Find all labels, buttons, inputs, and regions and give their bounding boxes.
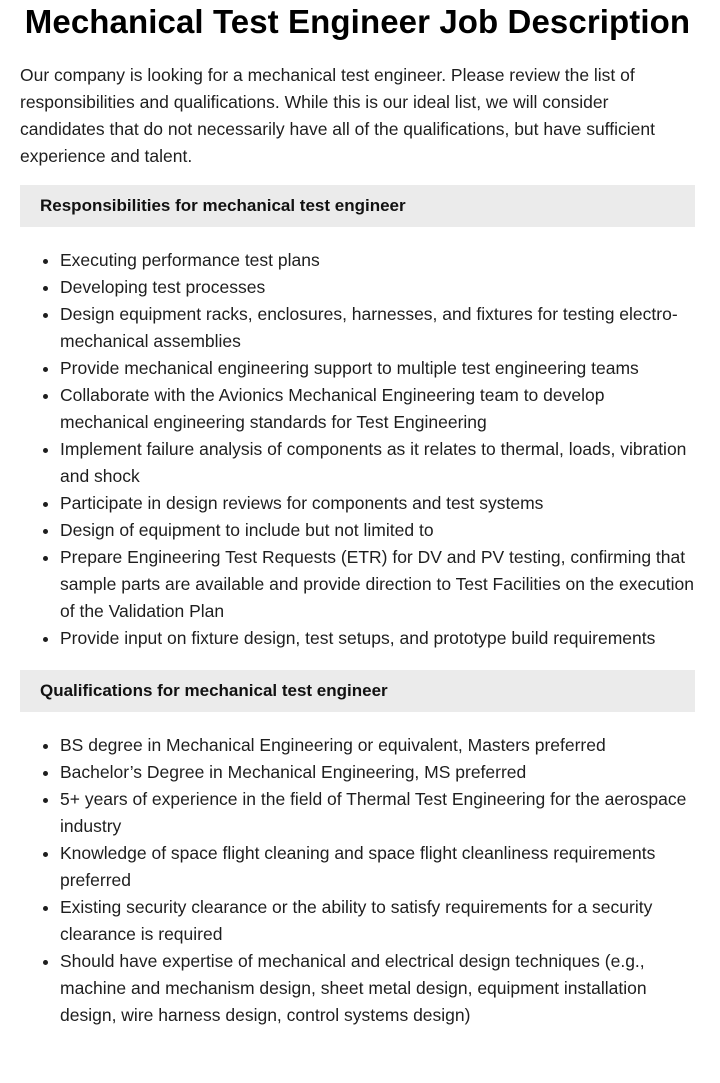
responsibilities-heading: Responsibilities for mechanical test engineer (20, 185, 695, 227)
qualifications-list (20, 712, 695, 1029)
qualifications-heading: Qualifications for mechanical test engineer (20, 670, 695, 712)
list-item: • Knowledge of space flight cleaning and space flight cleanliness requirements preferred (60, 840, 695, 894)
list-item: • Bachelor’s Degree in Mechanical Engineering, MS preferred (60, 759, 695, 786)
responsibilities-list (20, 227, 695, 652)
list-item: • Developing test processes (60, 274, 695, 301)
list-item: • Executing performance test plans (60, 247, 695, 274)
page-title: Mechanical Test Engineer Job Description (24, 3, 691, 40)
list-item: • Design equipment racks, enclosures, harnesses, and fixtures for testing electro-mechanical assemblies (60, 301, 695, 355)
list-item: • Provide mechanical engineering support to multiple test engineering teams (60, 355, 695, 382)
list-item: • Collaborate with the Avionics Mechanical Engineering team to develop mechanical engineering standards for Test Engineering (60, 382, 695, 436)
list-item: • BS degree in Mechanical Engineering or equivalent, Masters preferred (60, 732, 695, 759)
list-item: • Existing security clearance or the ability to satisfy requirements for a security clearance is required (60, 894, 695, 948)
intro-paragraph: Our company is looking for a mechanical test engineer. Please review the list of responsibilities and qualifications. While this is our ideal list, we will consider candidates that do not necessarily have all of the qualifications, but have sufficient experience and talent. (20, 65, 655, 166)
list-item: • Design of equipment to include but not limited to (60, 517, 695, 544)
list-item: • Should have expertise of mechanical and electrical design techniques (e.g., machine and mechanism design, sheet metal design, equipment installation design, wire harness design, control systems design) (60, 948, 695, 1029)
list-item: • 5+ years of experience in the field of Thermal Test Engineering for the aerospace industry (60, 786, 695, 840)
list-item: • Implement failure analysis of components as it relates to thermal, loads, vibration and shock (60, 436, 695, 490)
list-item: • Prepare Engineering Test Requests (ETR) for DV and PV testing, confirming that sample parts are available and provide direction to Test Facilities on the execution of the Validation Plan (60, 544, 695, 625)
list-item: • Participate in design reviews for components and test systems (60, 490, 695, 517)
list-item: • Provide input on fixture design, test setups, and prototype build requirements (60, 625, 695, 652)
